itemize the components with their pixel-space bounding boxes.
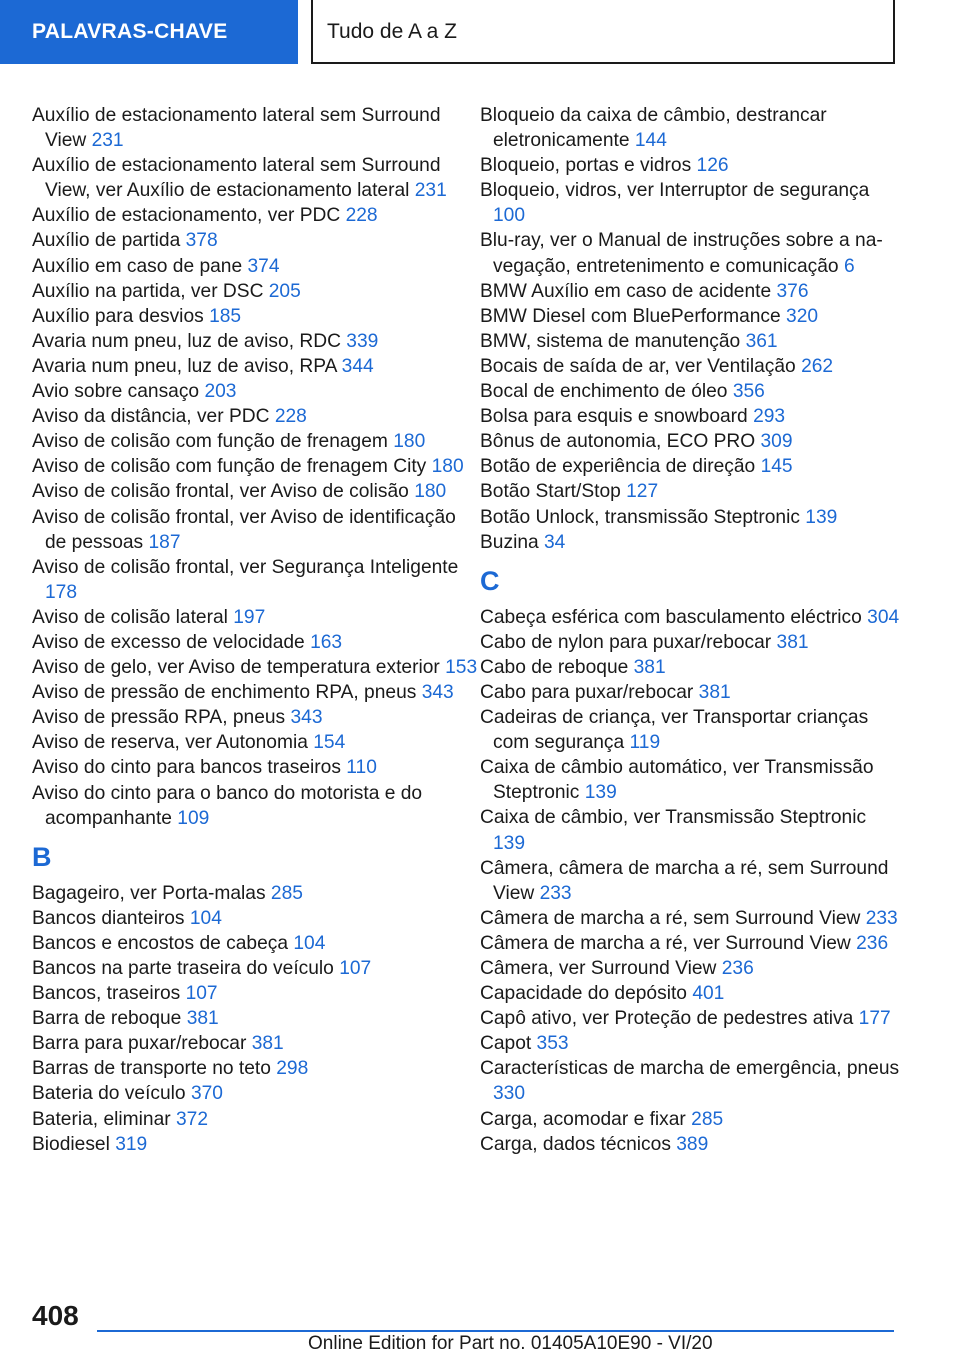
index-page-link[interactable]: 154 xyxy=(313,732,346,754)
index-entry-text: Blu-ray, ver o Manual de instruções sobre a navegação, entretenimento e comunicação xyxy=(480,230,883,277)
index-entry-text: Barra de reboque xyxy=(32,1008,182,1030)
index-entry xyxy=(480,931,900,956)
index-entry-text: Aviso de colisão frontal, ver Segurança Inteligente xyxy=(32,556,459,578)
index-page-link[interactable]: 126 xyxy=(696,155,729,177)
index-entry xyxy=(480,1006,900,1031)
index-entry xyxy=(480,479,900,504)
index-page-link[interactable]: 144 xyxy=(634,130,667,152)
index-entry xyxy=(32,655,482,680)
index-entry-text: Avio sobre cansaço xyxy=(32,381,200,403)
index-entry xyxy=(32,479,482,504)
index-entry-text: Aviso de colisão com função de frenagem xyxy=(32,431,388,453)
index-page-link[interactable]: 376 xyxy=(776,280,809,302)
index-entry xyxy=(480,404,900,429)
index-entry xyxy=(480,103,900,153)
index-entry xyxy=(32,906,482,931)
index-page-link[interactable]: 205 xyxy=(268,280,301,302)
index-entry xyxy=(32,755,482,780)
index-entry-text: Cabeça esférica com basculamento eléctrico xyxy=(480,606,862,628)
index-entry-text: Avaria num pneu, luz de aviso, RPA xyxy=(32,355,337,377)
index-page-link[interactable]: 372 xyxy=(175,1108,208,1130)
index-entry-text: Bloqueio da caixa de câmbio, destrancar eletronicamente xyxy=(480,105,827,152)
index-entry-text: Bagageiro, ver Porta-malas xyxy=(32,882,266,904)
index-entry xyxy=(480,655,900,680)
index-entry-text: Botão de experiência de direção xyxy=(480,456,756,478)
index-page-link[interactable]: 233 xyxy=(539,882,572,904)
index-page-link[interactable]: 139 xyxy=(805,506,838,528)
index-page-link[interactable]: 353 xyxy=(536,1033,569,1055)
index-letter-heading: B xyxy=(32,841,52,872)
footer-rule xyxy=(97,1330,894,1332)
index-page-link[interactable]: 374 xyxy=(247,255,280,277)
index-entry-text: Auxílio na partida, ver DSC xyxy=(32,280,264,302)
index-page-link[interactable]: 127 xyxy=(626,481,659,503)
index-entry-text: Biodiesel xyxy=(32,1133,110,1155)
index-entry-text: Avaria num pneu, luz de aviso, RDC xyxy=(32,330,341,352)
index-page-link[interactable]: 304 xyxy=(867,606,900,628)
index-page-link[interactable]: 381 xyxy=(633,656,666,678)
index-entry-text: Aviso de colisão lateral xyxy=(32,606,228,628)
index-page-link[interactable]: 343 xyxy=(421,682,454,704)
index-page-link[interactable]: 370 xyxy=(190,1083,223,1105)
index-page-link[interactable]: 228 xyxy=(274,406,307,428)
index-entry-text: BMW, sistema de manutenção xyxy=(480,330,741,352)
index-entry-text: Cadeiras de criança, ver Transportar crianças com segurança xyxy=(480,707,869,754)
index-entry xyxy=(32,329,482,354)
index-entry xyxy=(480,1132,900,1157)
index-entry-text: Barras de transporte no teto xyxy=(32,1058,271,1080)
section-title: Tudo de A a Z xyxy=(311,0,895,64)
index-entry xyxy=(32,931,482,956)
index-entry xyxy=(480,1031,900,1056)
index-entry xyxy=(32,1081,482,1106)
index-entry-text: Aviso do cinto para bancos traseiros xyxy=(32,757,341,779)
index-entry xyxy=(480,505,900,530)
index-entry xyxy=(32,781,482,831)
index-page-link[interactable]: 309 xyxy=(760,431,793,453)
index-entry xyxy=(32,1056,482,1081)
index-entry-text: Auxílio para desvios xyxy=(32,305,204,327)
index-page-link[interactable]: 180 xyxy=(414,481,447,503)
index-entry-text: Câmera de marcha a ré, ver Surround View xyxy=(480,932,851,954)
index-entry xyxy=(32,605,482,630)
index-entry-text: Bateria do veículo xyxy=(32,1083,186,1105)
index-entry-text: Bancos e encostos de cabeça xyxy=(32,932,289,954)
index-entry xyxy=(32,153,482,203)
index-entry-text: Auxílio em caso de pane xyxy=(32,255,243,277)
page-number: 408 xyxy=(32,1300,79,1331)
index-page-link[interactable]: 119 xyxy=(629,732,661,754)
index-entry xyxy=(480,956,900,981)
index-entry xyxy=(480,906,900,931)
index-entry xyxy=(32,103,482,153)
index-entry xyxy=(32,454,482,479)
index-page-link[interactable]: 381 xyxy=(186,1008,219,1030)
index-entry-text: Capô ativo, ver Proteção de pedestres ativa xyxy=(480,1008,854,1030)
index-page-link[interactable]: 231 xyxy=(414,180,447,202)
index-page-link[interactable]: 343 xyxy=(290,707,323,729)
index-entry xyxy=(32,956,482,981)
index-entry-text: Barra para puxar/rebocar xyxy=(32,1033,247,1055)
index-entry xyxy=(480,630,900,655)
index-entry-text: Carga, acomodar e fixar xyxy=(480,1108,686,1130)
index-page-link[interactable]: 139 xyxy=(584,782,617,804)
index-entry xyxy=(480,856,900,906)
index-entry xyxy=(32,881,482,906)
index-entry-text: Auxílio de partida xyxy=(32,230,181,252)
index-entry xyxy=(32,981,482,1006)
index-entry-text: Câmera de marcha a ré, sem Surround View xyxy=(480,907,861,929)
index-entry xyxy=(32,1132,482,1157)
index-page-link[interactable]: 178 xyxy=(45,581,78,603)
index-column-right xyxy=(480,103,900,1157)
index-entry-text: Capot xyxy=(480,1033,532,1055)
index-page-link[interactable]: 361 xyxy=(745,330,778,352)
index-entry-text: Carga, dados técnicos xyxy=(480,1133,671,1155)
index-entry-text: Aviso da distância, ver PDC xyxy=(32,406,270,428)
index-page-link[interactable]: 320 xyxy=(786,305,819,327)
index-entry-text: Botão Start/Stop xyxy=(480,481,621,503)
index-entry-text: Características de marcha de emergência, pneus xyxy=(480,1058,900,1080)
index-page-link[interactable]: 285 xyxy=(691,1108,724,1130)
index-page-link[interactable]: 381 xyxy=(698,681,731,703)
index-page-link[interactable]: 285 xyxy=(270,882,303,904)
index-entry xyxy=(480,530,900,555)
index-page-link[interactable]: 197 xyxy=(233,606,266,628)
index-entry xyxy=(480,178,900,228)
index-entry xyxy=(32,203,482,228)
index-entry-text: Aviso de colisão com função de frenagem City xyxy=(32,456,427,478)
index-entry-text: BMW Auxílio em caso de acidente xyxy=(480,280,772,302)
index-entry-text: Botão Unlock, transmissão Steptronic xyxy=(480,506,800,528)
index-entry-text: Capacidade do depósito xyxy=(480,983,687,1005)
index-entry-text: Auxílio de estacionamento lateral sem Surround View xyxy=(32,105,441,152)
index-entry-text: Aviso de excesso de velocidade xyxy=(32,631,305,653)
index-entry xyxy=(480,605,900,630)
index-page-link[interactable]: 203 xyxy=(204,381,237,403)
index-page-link[interactable]: 153 xyxy=(445,657,478,679)
index-entry-text: Bateria, eliminar xyxy=(32,1108,171,1130)
index-page-link[interactable]: 185 xyxy=(209,305,242,327)
index-entry-text: BMW Diesel com BluePerformance xyxy=(480,305,781,327)
index-page-link[interactable]: 236 xyxy=(856,932,889,954)
index-entry-text: Câmera, câmera de marcha a ré, sem Surround View xyxy=(480,857,889,904)
index-entry xyxy=(480,354,900,379)
index-entry xyxy=(480,379,900,404)
index-entry xyxy=(480,228,900,278)
index-entry-text: Bolsa para esquis e snowboard xyxy=(480,406,748,428)
index-entry xyxy=(480,1056,900,1106)
index-page-link[interactable]: 293 xyxy=(753,406,786,428)
index-entry xyxy=(32,254,482,279)
index-entry-text: Aviso de colisão frontal, ver Aviso de identificação de pessoas xyxy=(32,506,456,553)
index-entry-text: Cabo para puxar/rebocar xyxy=(480,681,694,703)
index-entry-text: Aviso do cinto para o banco do motorista e do acompanhante xyxy=(32,782,423,829)
index-page-link[interactable]: 231 xyxy=(91,130,124,152)
index-entry-text: Aviso de reserva, ver Autonomia xyxy=(32,732,308,754)
index-entry-text: Cabo de reboque xyxy=(480,656,629,678)
index-entry-text: Cabo de nylon para puxar/rebocar xyxy=(480,631,772,653)
index-entry-text: Bônus de autonomia, ECO PRO xyxy=(480,431,756,453)
index-page-link[interactable]: 187 xyxy=(148,531,181,553)
index-entry xyxy=(32,379,482,404)
index-page-link[interactable]: 339 xyxy=(346,330,379,352)
index-page-link[interactable]: 381 xyxy=(776,631,809,653)
index-page-link[interactable]: 319 xyxy=(115,1133,148,1155)
index-entry-text: Caixa de câmbio, ver Transmissão Steptronic xyxy=(480,807,867,829)
index-entry-text: Bocal de enchimento de óleo xyxy=(480,381,728,403)
index-entry-text: Bloqueio, vidros, ver Interruptor de segurança xyxy=(480,180,870,202)
index-page-link[interactable]: 177 xyxy=(858,1008,891,1030)
index-entry xyxy=(32,354,482,379)
index-entry xyxy=(32,228,482,253)
index-page-link[interactable]: 109 xyxy=(177,807,210,829)
index-entry xyxy=(32,404,482,429)
index-page-link[interactable]: 344 xyxy=(341,355,374,377)
index-entry xyxy=(480,329,900,354)
index-entry xyxy=(480,805,900,855)
index-entry-text: Aviso de pressão de enchimento RPA, pneus xyxy=(32,682,417,704)
index-entry-text: Buzina xyxy=(480,531,539,553)
index-entry xyxy=(32,1031,482,1056)
index-page-link[interactable]: 110 xyxy=(346,757,377,779)
index-entry xyxy=(32,429,482,454)
index-entry xyxy=(32,505,482,555)
index-entry xyxy=(32,1107,482,1132)
index-page-link[interactable]: 107 xyxy=(339,958,372,979)
index-entry-text: Bloqueio, portas e vidros xyxy=(480,155,692,177)
index-entry xyxy=(480,153,900,178)
index-page-link[interactable]: 356 xyxy=(732,381,765,403)
index-entry xyxy=(32,630,482,655)
index-page-link[interactable]: 233 xyxy=(865,907,898,929)
index-page-link[interactable]: 401 xyxy=(692,983,725,1005)
index-entry xyxy=(480,1107,900,1132)
index-entry xyxy=(480,755,900,805)
index-entry xyxy=(32,555,482,605)
footer-edition: Online Edition for Part no. 01405A10E90 - VI/20 xyxy=(308,1333,713,1354)
index-page-link[interactable]: 180 xyxy=(393,431,426,453)
index-page-link[interactable]: 236 xyxy=(721,958,754,979)
index-column-left xyxy=(32,103,482,1157)
index-page-link[interactable]: 163 xyxy=(310,631,343,653)
page-header xyxy=(0,0,960,66)
index-entry xyxy=(32,1006,482,1031)
index-page-link[interactable]: 228 xyxy=(345,205,378,227)
index-page-link[interactable]: 107 xyxy=(185,983,218,1005)
index-entry-text: Auxílio de estacionamento lateral sem Surround View, ver Auxílio de estacionamento lateral xyxy=(32,155,441,202)
index-entry xyxy=(480,429,900,454)
index-page-link[interactable]: 139 xyxy=(493,832,526,854)
index-page-link[interactable]: 330 xyxy=(493,1083,526,1105)
index-entry-text: Bancos na parte traseira do veículo xyxy=(32,958,334,979)
index-page-link[interactable]: 34 xyxy=(544,531,566,553)
index-entry xyxy=(32,705,482,730)
index-page-link[interactable]: 6 xyxy=(843,255,855,277)
index-entry-text: Bancos, traseiros xyxy=(32,983,181,1005)
index-entry xyxy=(480,304,900,329)
index-page-link[interactable]: 104 xyxy=(189,907,222,929)
index-page-link[interactable]: 381 xyxy=(251,1033,284,1055)
index-entry-text: Caixa de câmbio automático, ver Transmissão Steptronic xyxy=(480,757,874,804)
index-entry xyxy=(480,680,900,705)
index-entry-text: Bocais de saída de ar, ver Ventilação xyxy=(480,355,796,377)
index-letter-heading: C xyxy=(480,565,500,596)
index-entry xyxy=(480,981,900,1006)
index-entry xyxy=(480,705,900,755)
index-page-link[interactable]: 104 xyxy=(293,932,326,954)
index-page-link[interactable]: 100 xyxy=(493,205,526,227)
index-entry xyxy=(480,279,900,304)
index-page-link[interactable]: 180 xyxy=(431,456,464,478)
index-entry xyxy=(32,680,482,705)
tab-keywords[interactable]: PALAVRAS-CHAVE xyxy=(0,0,298,64)
index-entry-text: Aviso de gelo, ver Aviso de temperatura exterior xyxy=(32,657,440,679)
index-entry-text: Auxílio de estacionamento, ver PDC xyxy=(32,205,341,227)
index-page-link[interactable]: 378 xyxy=(185,230,218,252)
index-entry-text: Aviso de pressão RPA, pneus xyxy=(32,707,286,729)
index-entry-text: Bancos dianteiros xyxy=(32,907,185,929)
index-page-link[interactable]: 389 xyxy=(676,1133,709,1155)
index-entry xyxy=(32,279,482,304)
index-page-link[interactable]: 262 xyxy=(801,355,834,377)
index-entry xyxy=(32,304,482,329)
index-page-link[interactable]: 145 xyxy=(760,456,793,478)
index-entry-text: Aviso de colisão frontal, ver Aviso de colisão xyxy=(32,481,409,503)
index-entry xyxy=(32,730,482,755)
index-page-link[interactable]: 298 xyxy=(276,1058,309,1080)
index-entry xyxy=(480,454,900,479)
index-entry-text: Câmera, ver Surround View xyxy=(480,958,717,979)
